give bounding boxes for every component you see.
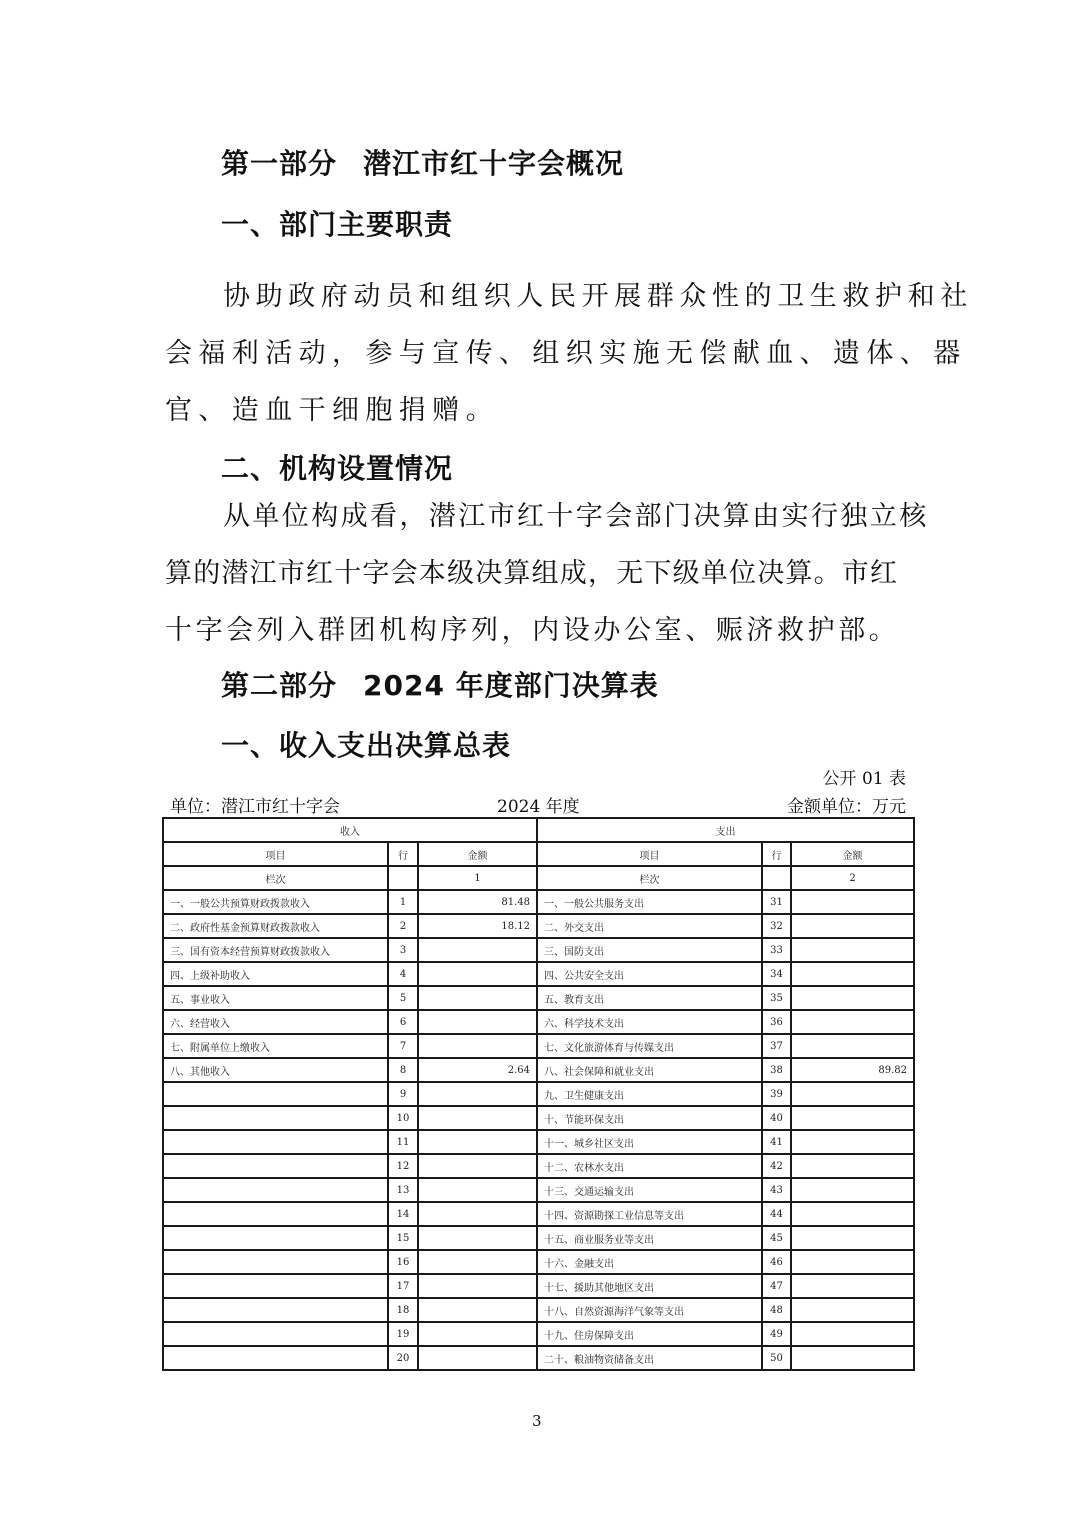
income-item-cell [163, 1178, 388, 1202]
income-row-number: 1 [388, 890, 418, 914]
form-number: 公开 01 表 [822, 769, 906, 789]
income-row-header: 行 [388, 842, 418, 866]
income-col-index: 1 [418, 866, 537, 890]
expense-row-number: 50 [762, 1346, 791, 1370]
part1-title [221, 142, 624, 182]
income-amount-cell [418, 1202, 537, 1226]
expense-item-cell: 十六、金融支出 [537, 1250, 762, 1274]
income-item-cell [163, 1346, 388, 1370]
income-item-cell: 七、附属单位上缴收入 [163, 1034, 388, 1058]
expense-amount-cell [791, 1202, 914, 1226]
expense-amount-cell [791, 962, 914, 986]
expense-row-number: 33 [762, 938, 791, 962]
expense-item-cell: 四、公共安全支出 [537, 962, 762, 986]
income-row-number: 16 [388, 1250, 418, 1274]
expense-row-number: 42 [762, 1154, 791, 1178]
expense-item-cell: 十八、自然资源海洋气象等支出 [537, 1298, 762, 1322]
part2-title-label: 第二部分 [221, 669, 338, 702]
expense-row-number: 36 [762, 1010, 791, 1034]
income-amount-cell [418, 1010, 537, 1034]
section1-heading: 一、部门主要职责 [221, 208, 454, 241]
expense-amount-cell [791, 1274, 914, 1298]
income-row-number: 9 [388, 1082, 418, 1106]
income-row-number: 20 [388, 1346, 418, 1370]
expense-row-number: 49 [762, 1322, 791, 1346]
income-item-cell: 八、其他收入 [163, 1058, 388, 1082]
unit-name: 单位：潜江市红十字会 [170, 797, 340, 817]
expense-amount-cell [791, 1346, 914, 1370]
income-item-cell: 四、上级补助收入 [163, 962, 388, 986]
expense-row-number: 34 [762, 962, 791, 986]
income-amount-cell: 81.48 [418, 890, 537, 914]
income-amount-cell [418, 986, 537, 1010]
expense-item-cell: 七、文化旅游体育与传媒支出 [537, 1034, 762, 1058]
expense-row-number: 35 [762, 986, 791, 1010]
income-row-number: 12 [388, 1154, 418, 1178]
table-row [163, 1298, 914, 1322]
part1-title-label: 第一部分 [221, 147, 338, 180]
income-row-number: 18 [388, 1298, 418, 1322]
paragraph-line: 会福利活动，参与宣传、组织实施无偿献血、遗体、器 [165, 338, 967, 369]
income-row-number: 8 [388, 1058, 418, 1082]
income-item-cell [163, 1082, 388, 1106]
table-row [163, 938, 914, 962]
table-row [163, 1202, 914, 1226]
expense-amount-cell [791, 1154, 914, 1178]
income-item-cell [163, 1250, 388, 1274]
income-amount-cell [418, 1178, 537, 1202]
expense-col-index: 2 [791, 866, 914, 890]
currency-unit: 金额单位：万元 [787, 797, 906, 817]
income-amount-cell [418, 1106, 537, 1130]
expense-amount-cell [791, 1106, 914, 1130]
income-item-cell [163, 1154, 388, 1178]
income-amount-cell [418, 1346, 537, 1370]
expense-row-number: 38 [762, 1058, 791, 1082]
income-amount-cell [418, 1034, 537, 1058]
expense-amount-cell [791, 1034, 914, 1058]
income-row-number: 3 [388, 938, 418, 962]
table-column-header-row [163, 842, 914, 866]
expense-row-number: 31 [762, 890, 791, 914]
income-amount-cell: 2.64 [418, 1058, 537, 1082]
expense-row-number: 47 [762, 1274, 791, 1298]
expense-row-number: 40 [762, 1106, 791, 1130]
income-amount-cell: 18.12 [418, 914, 537, 938]
income-row-number: 10 [388, 1106, 418, 1130]
income-item-cell [163, 1226, 388, 1250]
expense-item-cell: 十五、商业服务业等支出 [537, 1226, 762, 1250]
income-amount-cell [418, 1082, 537, 1106]
income-row-number: 15 [388, 1226, 418, 1250]
income-row-number: 2 [388, 914, 418, 938]
income-row-number: 11 [388, 1130, 418, 1154]
table-row [163, 1082, 914, 1106]
expense-amount-cell [791, 890, 914, 914]
expense-item-cell: 十一、城乡社区支出 [537, 1130, 762, 1154]
income-row-number: 6 [388, 1010, 418, 1034]
expense-index-label: 栏次 [537, 866, 762, 890]
table-section-heading: 一、收入支出决算总表 [221, 729, 512, 762]
expense-item-cell: 一、一般公共服务支出 [537, 890, 762, 914]
expense-amount-cell [791, 1322, 914, 1346]
section2-heading: 二、机构设置情况 [221, 452, 454, 485]
expense-amount-cell [791, 1250, 914, 1274]
expense-row-number: 39 [762, 1082, 791, 1106]
income-amount-cell [418, 1226, 537, 1250]
table-row [163, 1130, 914, 1154]
table-row [163, 1274, 914, 1298]
expense-group-header: 支出 [537, 818, 914, 842]
expense-item-cell: 十四、资源勘探工业信息等支出 [537, 1202, 762, 1226]
part1-title-text: 潜江市红十字会概况 [363, 147, 625, 180]
expense-row-number: 37 [762, 1034, 791, 1058]
expense-amount-cell [791, 914, 914, 938]
expense-amount-cell [791, 1178, 914, 1202]
table-row [163, 1154, 914, 1178]
income-row-number: 13 [388, 1178, 418, 1202]
income-row-number: 5 [388, 986, 418, 1010]
income-group-header: 收入 [163, 818, 537, 842]
expense-row-number: 32 [762, 914, 791, 938]
expense-amount-cell [791, 938, 914, 962]
table-row [163, 986, 914, 1010]
expense-amount-cell [791, 986, 914, 1010]
income-row-number: 19 [388, 1322, 418, 1346]
income-row-number: 7 [388, 1034, 418, 1058]
expense-item-cell: 六、科学技术支出 [537, 1010, 762, 1034]
table-row [163, 1226, 914, 1250]
income-item-cell [163, 1322, 388, 1346]
income-item-cell [163, 1298, 388, 1322]
expense-row-header: 行 [762, 842, 791, 866]
paragraph-line: 官、造血干细胞捐赠。 [165, 395, 499, 426]
expense-item-cell: 二、外交支出 [537, 914, 762, 938]
table-group-header-row [163, 818, 914, 842]
paragraph-line: 算的潜江市红十字会本级决算组成，无下级单位决算。市红 [165, 558, 899, 589]
table-row [163, 1250, 914, 1274]
expense-row-number: 46 [762, 1250, 791, 1274]
income-row-number: 17 [388, 1274, 418, 1298]
income-item-cell: 二、政府性基金预算财政拨款收入 [163, 914, 388, 938]
income-amount-cell [418, 1322, 537, 1346]
part2-title-text: 2024 年度部门决算表 [363, 669, 659, 702]
income-row-number: 14 [388, 1202, 418, 1226]
expense-item-header: 项目 [537, 842, 762, 866]
income-item-header: 项目 [163, 842, 388, 866]
expense-row-number: 43 [762, 1178, 791, 1202]
expense-item-cell: 十二、农林水支出 [537, 1154, 762, 1178]
expense-row-number: 45 [762, 1226, 791, 1250]
table-row [163, 1346, 914, 1370]
table-row [163, 1178, 914, 1202]
expense-item-cell: 十、节能环保支出 [537, 1106, 762, 1130]
table-row [163, 1058, 914, 1082]
income-amount-cell [418, 962, 537, 986]
income-amount-cell [418, 1250, 537, 1274]
table-row [163, 1010, 914, 1034]
table-row [163, 1322, 914, 1346]
expense-item-cell: 八、社会保障和就业支出 [537, 1058, 762, 1082]
income-item-cell: 六、经营收入 [163, 1010, 388, 1034]
income-index-label: 栏次 [163, 866, 388, 890]
income-row-number: 4 [388, 962, 418, 986]
table-column-index-row [163, 866, 914, 890]
income-amount-header: 金额 [418, 842, 537, 866]
income-item-cell [163, 1274, 388, 1298]
income-item-cell: 一、一般公共预算财政拨款收入 [163, 890, 388, 914]
paragraph-line: 从单位构成看，潜江市红十字会部门决算由实行独立核 [223, 501, 929, 532]
expense-amount-cell [791, 1298, 914, 1322]
table-row [163, 1106, 914, 1130]
table-row [163, 890, 914, 914]
income-item-cell [163, 1202, 388, 1226]
income-amount-cell [418, 1154, 537, 1178]
paragraph-line: 协助政府动员和组织人民开展群众性的卫生救护和社 [223, 281, 973, 312]
expense-item-cell: 三、国防支出 [537, 938, 762, 962]
income-item-cell [163, 1130, 388, 1154]
expense-amount-header: 金额 [791, 842, 914, 866]
income-amount-cell [418, 1298, 537, 1322]
expense-item-cell: 十三、交通运输支出 [537, 1178, 762, 1202]
income-amount-cell [418, 938, 537, 962]
expense-item-cell: 二十、粮油物资储备支出 [537, 1346, 762, 1370]
expense-row-number: 48 [762, 1298, 791, 1322]
table-row [163, 914, 914, 938]
income-item-cell: 三、国有资本经营预算财政拨款收入 [163, 938, 388, 962]
income-item-cell: 五、事业收入 [163, 986, 388, 1010]
income-amount-cell [418, 1274, 537, 1298]
table-row [163, 1034, 914, 1058]
expense-amount-cell [791, 1130, 914, 1154]
table-row [163, 962, 914, 986]
expense-amount-cell: 89.82 [791, 1058, 914, 1082]
expense-item-cell: 十九、住房保障支出 [537, 1322, 762, 1346]
expense-row-number: 41 [762, 1130, 791, 1154]
income-item-cell [163, 1106, 388, 1130]
expense-amount-cell [791, 1010, 914, 1034]
expense-index-row-cell [762, 866, 791, 890]
expense-item-cell: 九、卫生健康支出 [537, 1082, 762, 1106]
expense-amount-cell [791, 1226, 914, 1250]
income-expense-table [162, 817, 915, 1371]
expense-amount-cell [791, 1082, 914, 1106]
income-index-row-cell [388, 866, 418, 890]
part2-title [221, 664, 659, 704]
fiscal-year: 2024 年度 [497, 797, 580, 817]
expense-item-cell: 五、教育支出 [537, 986, 762, 1010]
page-number: 3 [532, 1412, 542, 1430]
expense-item-cell: 十七、援助其他地区支出 [537, 1274, 762, 1298]
income-amount-cell [418, 1130, 537, 1154]
expense-row-number: 44 [762, 1202, 791, 1226]
paragraph-line: 十字会列入群团机构序列，内设办公室、赈济救护部。 [165, 615, 900, 646]
